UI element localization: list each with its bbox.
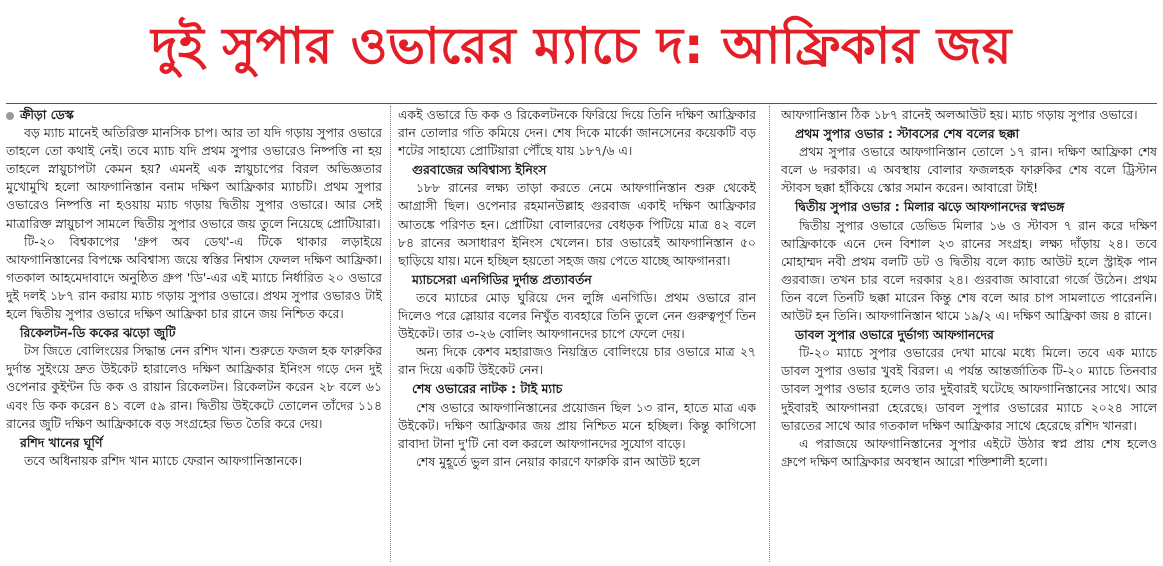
paragraph: টি-২০ ম্যাচে সুপার ওভারের দেখা মাঝে মধ্যে মিলে। তবে এক ম্যাচে ডাবল সুপার ওভার খুবই বিরল। এ পর্যন্ত আন্তর্জাতিক টি-২০ ম্যাচে তিনবার ডাবল সুপার ওভার হলেও তার দুইবারই ঘটেছে আফগানিস্তানের সাথে। আর দুইবারই আফগানরা হেরেছে। ডাবল সুপার ওভারের ম্যাচে ২০২৪ সালে ভারতের সাথে আর গতকাল দক্ষিণ আফ্রিকার সাথে হেরেছে রশিদ খানরা। [781, 345, 1157, 433]
subheading: ডাবল সুপার ওভারে দুর্ভাগ্য আফগানদের [795, 327, 994, 343]
subheading: প্রথম সুপার ওভার : স্টাবসের শেষ বলের ছক্কা [795, 126, 1020, 142]
paragraph: তবে ম্যাচের মোড় ঘুরিয়ে দেন লুঙ্গি এনগিডি। প্রথম ওভারে রান দিলেও পরে স্লোয়ার বলের নিখুঁত ব্যবহারে তিনি তুলে নেন গুরুত্বপূর্ণ তিন উইকেট। তার ৩-২৬ বোলিং আফগানদের চাপে ফেলে দেয়। [398, 289, 756, 342]
paragraph: প্রথম সুপার ওভারে আফগানিস্তান তোলে ১৭ রান। দক্ষিণ আফ্রিকা শেষ বলে ৬ দরকার। এ অবস্থায় বোলার ফজলহক ফারুকির শেষ বলে ট্রিস্টান স্টাবস ছক্কা হাঁকিয়ে স্কোর সমান করেন। আবারো টাই! [781, 144, 1157, 196]
subheading: ম্যাচসেরা এনগিডির দুর্দান্ত প্রত্যাবর্তন [412, 271, 592, 287]
paragraph: আফগানিস্তান ঠিক ১৮৭ রানেই অলআউট হয়। ম্যাচ গড়ায় সুপার ওভারে। [781, 107, 1138, 122]
paragraph: ১৮৮ রানের লক্ষ্য তাড়া করতে নেমে আফগানিস্তান শুরু থেকেই আগ্রাসী ছিল। ওপেনার রহমানউল্লাহ গুরবাজ একাই দক্ষিণ আফ্রিকার আতঙ্কে পরিণত হন। প্রোটিয়া বোলারদের বেধড়ক পিটিয়ে মাত্র ৪২ বলে ৮৪ রানের অসাধারণ ইনিংস খেলেন। চার ওভারেই আফগানিস্তান ৫০ ছাড়িয়ে যায়। মনে হচ্ছিল হয়তো সহজ জয় পেতে যাচ্ছে আফগানরা। [398, 180, 756, 268]
paragraph: তবে অধিনায়ক রশিদ খান ম্যাচে ফেরান আফগানিস্তানকে। [24, 452, 303, 468]
byline: ক্রীড়া ডেস্ক [6, 106, 382, 124]
subheading: শেষ ওভারের নাটক : টাই ম্যাচ [412, 381, 563, 397]
bullet-icon [6, 112, 14, 120]
column-divider [390, 106, 391, 562]
subheading: রিকেলটন-ডি ককের ঝড়ো জুটি [20, 325, 176, 341]
paragraph: শেষ মুহূর্তে ভুল রান নেয়ার কারণে ফারুকি রান আউট হলে [416, 453, 701, 469]
headline: দুই সুপার ওভারের ম্যাচে দ: আফ্রিকার জয় [151, 16, 1012, 75]
subheading: গুরবাজের অবিশ্বাস্য ইনিংস [412, 162, 547, 178]
column-2-body [398, 106, 756, 471]
column-1 [6, 106, 382, 562]
column-3 [781, 106, 1157, 562]
paragraph: দ্বিতীয় সুপার ওভারে ডেভিড মিলার ১৬ ও স্টাবস ৭ রান করে দক্ষিণ আফ্রিকাকে এনে দেন বিশাল ২৩ রানের সংগ্রহ। লক্ষ্য দাঁড়ায় ২৪। তবে মোহাম্মদ নবী প্রথম বলটি ডট ও দ্বিতীয় বলে ক্যাচ আউট হলে স্ট্রাইক পান গুরবাজ। তখন চার বলে দরকার ২৪। গুরবাজ আবারো গর্জে উঠেন। প্রথম তিন বলে তিনটি ছক্কা মারেন কিন্তু শেষ বলে আর চাপ সামলাতে পারেননি। আউট হন তিনি। আফগানিস্তান থামে ১৯/২ এ। দক্ষিণ আফ্রিকা জয় ৪ রানে। [781, 217, 1157, 324]
paragraph: বড় ম্যাচ মানেই অতিরিক্ত মানসিক চাপ। আর তা যদি গড়ায় সুপার ওভারে তাহলে তো কথাই নেই। তবে ম্যাচ যদি প্রথম সুপার ওভারেও নিষ্পত্তি না হয় তাহলে স্নায়ুচাপটা কেমন হয়? এমনই এক স্নায়ুচাপের বিরল অভিজ্ঞতার মুখোমুখি হলো আফগানিস্তান বনাম দক্ষিণ আফ্রিকার ম্যাচটি। প্রথম সুপার ওভারেও নিষ্পত্তি না হওয়ায় ম্যাচ গড়ায় দ্বিতীয় সুপার ওভারে। আর সেই মাত্রারিক্ত স্নায়ুচাপ সামলে দ্বিতীয় সুপার ওভারে জয় তুলে নিয়েছে প্রোটিয়ারা। [6, 125, 382, 231]
subheading: দ্বিতীয় সুপার ওভার : মিলার ঝড়ে আফগানদের স্বপ্নভঙ্গ [795, 199, 1065, 215]
paragraph: টি-২০ বিশ্বকাপের 'গ্রুপ অব ডেথ'-এ টিকে থাকার লড়াইয়ে আফগানিস্তানের বিপক্ষে অবিশ্বাস্য জয়ে স্বস্তির নিশ্বাস ফেলল দক্ষিণ আফ্রিকা। গতকাল আহমেদাবাদে অনুষ্ঠিত গ্রুপ 'ডি'-এর এই ম্যাচে নির্ধারিত ২০ ওভারে দুই দলই ১৮৭ রান করায় ম্যাচ গড়ায় সুপার ওভারে। প্রথম সুপার ওভারও টাই হলে দ্বিতীয় সুপার ওভারে দক্ষিণ আফ্রিকা চার রানে জয় নিশ্চিত করে। [6, 233, 382, 322]
column-1-body [6, 124, 382, 470]
paragraph: একই ওভারে ডি কক ও রিকেলটনকে ফিরিয়ে দিয়ে তিনি দক্ষিণ আফ্রিকার রান তোলার গতি কমিয়ে দেন। শেষ দিকে মার্কো জানসেনের কয়েকটি বড় শটের সাহায্যে প্রোটিয়ারা পৌঁছে যায় ১৮৭/৬ এ। [398, 107, 756, 159]
column-3-body [781, 106, 1157, 471]
column-divider [769, 106, 770, 562]
paragraph: টস জিতে বোলিংয়ের সিদ্ধান্ত নেন রশিদ খান। শুরুতে ফজল হক ফারুকির দুর্দান্ত সুইংয়ে দ্রুত উইকেট হারালেও দক্ষিণ আফ্রিকার ইনিংস গড়ে দেন দুই ওপেনার কুইন্টন ডি কক ও রায়ান রিকেলটন। রিকেলটন করেন ২৮ বলে ৬১ এবং ডি কক করেন ৪১ বলে ৫৯ রান। দ্বিতীয় উইকেটে তোলেন তাঁদের ১১৪ রানের জুটি দক্ষিণ আফ্রিকাকে বড় সংগ্রহের ভিত তৈরি করে দেয়। [6, 343, 382, 431]
subheading: রশিদ খানের ঘূর্ণি [20, 434, 103, 450]
paragraph: শেষ ওভারে আফগানিস্তানের প্রয়োজন ছিল ১৩ রান, হাতে মাত্র এক উইকেট। দক্ষিণ আফ্রিকার জয় প্রায় নিশ্চিত মনে হচ্ছিল। কিন্তু কাগিসো রাবাদা টানা দু'টি নো বল করলে আফগানদের সুযোগ বাড়ে। [398, 399, 756, 451]
column-2 [398, 106, 756, 562]
headline-rule [6, 103, 1157, 104]
paragraph: এ পরাজয়ে আফগানিস্তানের সুপার এইটে উঠার স্বপ্ন প্রায় শেষ হলেও গ্রুপে দক্ষিণ আফ্রিকার অবস্থান আরো শক্তিশালী হলো। [781, 435, 1157, 469]
paragraph: অন্য দিকে কেশব মহারাজও নিয়ন্ত্রিত বোলিংয়ে চার ওভারে মাত্র ২৭ রান দিয়ে একটি উইকেট নেন। [398, 344, 756, 378]
